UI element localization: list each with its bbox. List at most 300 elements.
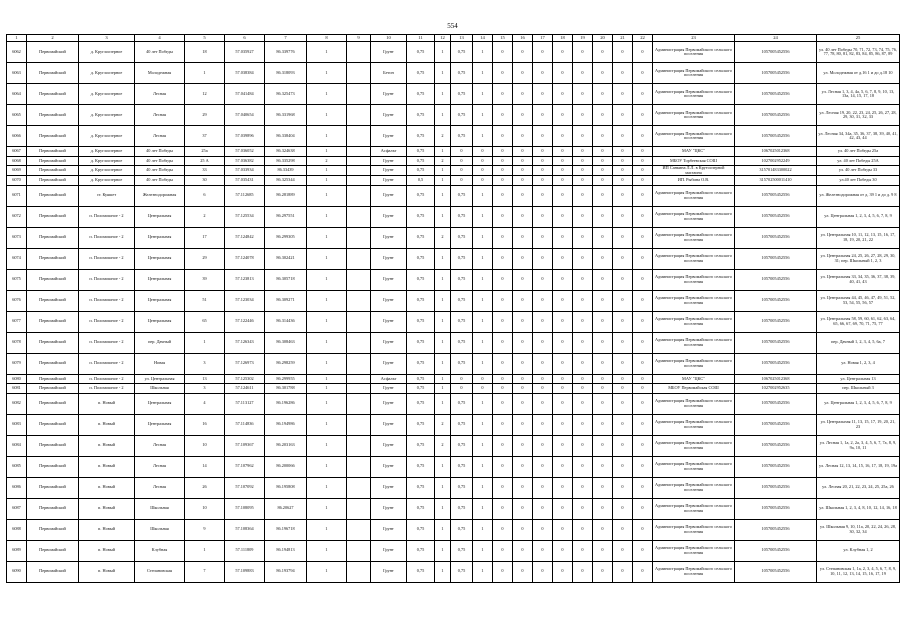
table-cell: 0 <box>533 227 553 248</box>
table-cell <box>347 332 371 353</box>
table-cell: 0 <box>513 166 533 176</box>
table-cell: 0 <box>593 176 613 186</box>
table-cell: 0 <box>513 206 533 227</box>
table-cell: 6086 <box>7 477 27 498</box>
table-cell: 0 <box>513 435 533 456</box>
table-cell: 57.112685 <box>225 185 265 206</box>
table-cell: 0 <box>593 63 613 84</box>
table-cell: 0 <box>533 156 553 166</box>
table-cell <box>347 185 371 206</box>
table-cell: д. Круглоозерное <box>79 84 135 105</box>
table-cell: 1 <box>435 456 451 477</box>
table-cell: 1 <box>435 105 451 126</box>
table-cell: 65 <box>185 311 225 332</box>
table-cell: 1 <box>473 311 493 332</box>
table-cell: 0 <box>533 498 553 519</box>
table-cell: 2 <box>185 206 225 227</box>
table-cell: Первомайский <box>27 498 79 519</box>
table-cell: 6072 <box>7 206 27 227</box>
table-cell: 40 лет Победы <box>135 166 185 176</box>
table-cell: 0 <box>593 519 613 540</box>
table-cell: Лесная <box>135 477 185 498</box>
table-cell: 6082 <box>7 393 27 414</box>
table-cell: ул. Центральная 10, 11, 12, 13, 15, 16, 17, 18, 19, 20, 21, 22 <box>817 227 900 248</box>
table-cell: п. Новый <box>79 456 135 477</box>
table-cell: 7 <box>185 561 225 582</box>
table-cell: 1 <box>473 353 493 374</box>
table-cell: 1 <box>307 384 347 394</box>
table-cell: 0 <box>593 435 613 456</box>
table-cell: 0 <box>553 353 573 374</box>
table-cell: Первомайский <box>27 269 79 290</box>
table-cell: 1067025012368 <box>735 374 817 384</box>
column-header: 1 <box>7 35 27 42</box>
table-cell: 1 <box>473 332 493 353</box>
table-cell: 51 <box>185 290 225 311</box>
table-cell: 0,75 <box>407 393 435 414</box>
table-cell: 86.298259 <box>265 353 307 374</box>
table-cell: Грунт <box>371 435 407 456</box>
table-cell: ул. Центральная 1, 2, 3, 4, 5, 6, 7, 8, 9 <box>817 206 900 227</box>
table-cell: 0,75 <box>407 185 435 206</box>
column-header: 11 <box>407 35 435 42</box>
table-cell: Молодежная <box>135 63 185 84</box>
table-cell: 0 <box>493 248 513 269</box>
table-cell: 0 <box>613 353 633 374</box>
table-cell: Первомайский <box>27 519 79 540</box>
table-row <box>7 477 900 498</box>
table-cell: 0 <box>553 126 573 147</box>
table-cell: 12 <box>185 84 225 105</box>
table-cell: 0 <box>513 63 533 84</box>
table-cell: 0 <box>613 206 633 227</box>
table-cell: 0 <box>533 519 553 540</box>
table-cell: 0 <box>513 332 533 353</box>
table-cell: 0 <box>553 540 573 561</box>
table-cell: 57.040654 <box>225 105 265 126</box>
table-cell: Первомайский <box>27 227 79 248</box>
table-cell: д. Круглоозерное <box>79 166 135 176</box>
table-cell: 40 лет Победы <box>135 147 185 157</box>
column-header: 24 <box>735 35 817 42</box>
table-cell: 0,75 <box>407 156 435 166</box>
table-row <box>7 176 900 186</box>
table-cell: 1 <box>435 84 451 105</box>
table-cell: 0 <box>451 384 473 394</box>
table-cell <box>347 393 371 414</box>
table-cell: 0 <box>553 185 573 206</box>
table-cell: ул. 40 лет Победы 25а <box>817 147 900 157</box>
table-cell: 0 <box>573 269 593 290</box>
table-cell: д. Круглоозерное <box>79 63 135 84</box>
table-cell <box>347 384 371 394</box>
table-cell: 0 <box>593 269 613 290</box>
table-row <box>7 42 900 63</box>
table-cell: 0 <box>593 498 613 519</box>
table-cell: 1 <box>473 105 493 126</box>
table-cell: 86.308463 <box>265 332 307 353</box>
table-cell: 0 <box>613 269 633 290</box>
table-cell: 6076 <box>7 290 27 311</box>
table-cell: 0 <box>573 540 593 561</box>
table-cell: 0 <box>553 269 573 290</box>
table-cell: 1057005452556 <box>735 477 817 498</box>
table-cell: Первомайский <box>27 147 79 157</box>
table-cell: 1057005452556 <box>735 248 817 269</box>
table-cell: Первомайский <box>27 374 79 384</box>
table-cell: 2 <box>435 414 451 435</box>
table-cell: 0 <box>613 393 633 414</box>
table-cell: 0 <box>493 227 513 248</box>
table-cell: 0,75 <box>451 248 473 269</box>
table-cell: Грунт <box>371 227 407 248</box>
table-cell: Первомайский <box>27 176 79 186</box>
column-header: 19 <box>573 35 593 42</box>
table-cell: 1 <box>435 248 451 269</box>
table-cell: 1 <box>307 147 347 157</box>
table-cell: 0,75 <box>407 84 435 105</box>
table-cell: Грунт <box>371 393 407 414</box>
table-cell: 0 <box>633 105 653 126</box>
table-cell: 86.195808 <box>265 477 307 498</box>
table-cell: 0,75 <box>451 42 473 63</box>
table-cell: 0 <box>613 519 633 540</box>
table-cell: 0,75 <box>407 248 435 269</box>
table-cell: 0 <box>573 393 593 414</box>
table-cell: 0 <box>593 374 613 384</box>
table-cell: 0 <box>613 248 633 269</box>
table-cell: Администрация Первомайского сельского поселения <box>653 290 735 311</box>
table-cell: МБОУ Торбеевская СОШ <box>653 156 735 166</box>
table-cell <box>347 561 371 582</box>
table-cell: 6087 <box>7 498 27 519</box>
table-cell: 0,75 <box>407 147 435 157</box>
table-cell: 1 <box>307 561 347 582</box>
table-cell: 6088 <box>7 519 27 540</box>
table-cell: Центральная <box>135 393 185 414</box>
table-row <box>7 166 900 176</box>
table-cell: 6075 <box>7 269 27 290</box>
table-cell: 0,75 <box>451 311 473 332</box>
table-cell: Центральная <box>135 414 185 435</box>
table-cell: 0 <box>533 126 553 147</box>
table-cell: 1 <box>473 248 493 269</box>
table-cell: 1 <box>435 540 451 561</box>
table-cell: 0 <box>633 126 653 147</box>
table-cell: 1 <box>435 393 451 414</box>
table-cell: 1 <box>435 176 451 186</box>
table-cell: Администрация Первомайского сельского поселения <box>653 105 735 126</box>
table-cell: п. Поломошное - 2 <box>79 384 135 394</box>
table-cell: 57.126343 <box>225 332 265 353</box>
table-cell: 57.039896 <box>225 126 265 147</box>
table-cell: 0,75 <box>407 126 435 147</box>
table-cell: 0 <box>633 269 653 290</box>
table-cell: 0 <box>451 176 473 186</box>
table-cell: Грунт <box>371 156 407 166</box>
table-cell: 57.124078 <box>225 248 265 269</box>
table-cell: 10 <box>185 498 225 519</box>
table-cell: 0 <box>633 42 653 63</box>
table-cell: 29 <box>185 248 225 269</box>
table-cell: 0 <box>593 185 613 206</box>
table-cell: 0 <box>553 456 573 477</box>
table-cell: 1 <box>473 435 493 456</box>
table-cell: 0 <box>573 206 593 227</box>
table-cell: п. Поломошное - 2 <box>79 332 135 353</box>
table-cell: Первомайский <box>27 84 79 105</box>
table-cell: 0 <box>553 477 573 498</box>
table-cell: 6080 <box>7 374 27 384</box>
table-cell: 0 <box>633 353 653 374</box>
table-cell: 57.111809 <box>225 540 265 561</box>
table-cell: 1 <box>307 311 347 332</box>
table-cell: Грунт <box>371 105 407 126</box>
table-cell: 0,75 <box>451 290 473 311</box>
table-cell: 0 <box>633 540 653 561</box>
table-cell: 0 <box>493 84 513 105</box>
table-cell: 1 <box>307 477 347 498</box>
table-cell: 0 <box>513 519 533 540</box>
table-cell: 0 <box>633 374 653 384</box>
table-cell: ул. Центральная 13 <box>817 374 900 384</box>
table-cell: 0 <box>613 166 633 176</box>
table-cell: ул. Клубная 1, 2 <box>817 540 900 561</box>
table-cell: 0 <box>533 147 553 157</box>
table-cell: 0 <box>613 311 633 332</box>
table-cell: 0 <box>533 374 553 384</box>
table-cell: 0,75 <box>407 63 435 84</box>
table-cell: 57.125302 <box>225 374 265 384</box>
table-row <box>7 227 900 248</box>
table-cell: 1 <box>307 290 347 311</box>
table-cell: Первомайский <box>27 414 79 435</box>
table-cell: 86.335298 <box>265 156 307 166</box>
table-cell: 0,75 <box>407 561 435 582</box>
table-cell: 0 <box>493 498 513 519</box>
table-cell: 6067 <box>7 147 27 157</box>
table-cell: 0 <box>593 290 613 311</box>
table-cell: 0 <box>533 63 553 84</box>
table-cell: 0,75 <box>407 540 435 561</box>
table-cell: 0 <box>533 456 553 477</box>
table-cell: МАУ "ЦКС" <box>653 147 735 157</box>
table-cell: 0 <box>553 290 573 311</box>
table-cell: 0 <box>553 519 573 540</box>
table-cell: ул. Молодежная от д.16 1 и до д.18 10 <box>817 63 900 84</box>
table-cell: 0 <box>553 374 573 384</box>
table-cell <box>347 540 371 561</box>
table-cell: 0 <box>613 227 633 248</box>
table-cell <box>347 248 371 269</box>
table-cell: 1 <box>307 332 347 353</box>
table-cell: 0 <box>573 248 593 269</box>
table-cell: 0 <box>633 393 653 414</box>
table-cell: Первомайский <box>27 105 79 126</box>
table-cell: Первомайский <box>27 166 79 176</box>
table-cell: Администрация Первомайского сельского поселения <box>653 84 735 105</box>
table-cell: 1 <box>473 126 493 147</box>
table-cell: 0,75 <box>407 269 435 290</box>
table-cell <box>347 63 371 84</box>
table-cell: 0 <box>451 147 473 157</box>
table-cell: 0,75 <box>407 384 435 394</box>
table-cell: 25 А <box>185 156 225 166</box>
table-cell: 0 <box>553 393 573 414</box>
table-cell: 0 <box>553 227 573 248</box>
table-cell: 0 <box>553 105 573 126</box>
table-cell: 0 <box>493 176 513 186</box>
table-cell: 0 <box>513 42 533 63</box>
table-cell: 0 <box>613 561 633 582</box>
table-cell: 0 <box>633 176 653 186</box>
table-cell: п. Поломошное - 2 <box>79 227 135 248</box>
column-header: 18 <box>553 35 573 42</box>
table-cell <box>347 353 371 374</box>
table-cell: 0 <box>593 414 613 435</box>
table-cell: 1 <box>473 477 493 498</box>
table-cell: 0 <box>513 176 533 186</box>
table-cell: 1 <box>435 498 451 519</box>
table-cell: 0 <box>533 84 553 105</box>
table-cell: 1057005452556 <box>735 311 817 332</box>
page-number: 554 <box>447 22 458 30</box>
table-cell: 9 <box>185 519 225 540</box>
table-cell: 57.041484 <box>225 84 265 105</box>
table-cell: 0 <box>493 185 513 206</box>
table-cell: 1 <box>307 540 347 561</box>
table-cell: 6070 <box>7 176 27 186</box>
table-cell: 0 <box>451 156 473 166</box>
table-cell: 0 <box>493 206 513 227</box>
table-cell: 57.035431 <box>225 176 265 186</box>
table-cell: 1 <box>185 540 225 561</box>
table-cell: 3 <box>185 384 225 394</box>
table-row <box>7 393 900 414</box>
table-cell: 57.107092 <box>225 477 265 498</box>
table-cell: 0 <box>573 176 593 186</box>
table-cell: 1 <box>473 498 493 519</box>
table-cell: 0 <box>493 384 513 394</box>
table-cell: Лесная <box>135 126 185 147</box>
table-cell: 1 <box>473 42 493 63</box>
table-cell: 315702500011410 <box>735 176 817 186</box>
table-cell: 0 <box>493 435 513 456</box>
table-cell: 0 <box>533 353 553 374</box>
table-cell: ул. Лесная 1, 3, 4, 4а, 5, 6, 7, 8, 9, 10, 13, 13а, 14, 15, 17, 18 <box>817 84 900 105</box>
table-cell <box>347 227 371 248</box>
table-cell: Грунт <box>371 414 407 435</box>
table-cell: 0,75 <box>451 477 473 498</box>
table-cell: 0 <box>553 206 573 227</box>
table-cell: 0 <box>553 166 573 176</box>
table-cell <box>347 374 371 384</box>
table-cell: ул. Лесная 34, 34а, 35, 36, 37, 38, 39, 40, 41, 42, 43, 44 <box>817 126 900 147</box>
table-cell: 0,75 <box>407 477 435 498</box>
table-cell: 0 <box>573 384 593 394</box>
table-cell: 0 <box>493 561 513 582</box>
table-cell: Администрация Первомайского сельского поселения <box>653 248 735 269</box>
table-cell: 86.203163 <box>265 435 307 456</box>
table-cell: 0 <box>613 414 633 435</box>
table-cell: 1 <box>473 227 493 248</box>
table-cell: 0 <box>473 384 493 394</box>
table-cell: 0 <box>613 435 633 456</box>
table-cell: 1 <box>473 561 493 582</box>
table-cell: Лесная <box>135 105 185 126</box>
table-cell: пер. Школьный 3 <box>817 384 900 394</box>
table-cell <box>347 311 371 332</box>
table-cell: 57.035927 <box>225 42 265 63</box>
table-cell: 1 <box>185 332 225 353</box>
table-cell: 1 <box>435 166 451 176</box>
table-cell: 0 <box>593 147 613 157</box>
table-cell <box>347 456 371 477</box>
table-cell: 1 <box>307 176 347 186</box>
column-header: 25 <box>817 35 900 42</box>
table-cell: Первомайский <box>27 311 79 332</box>
table-cell: 0 <box>593 311 613 332</box>
table-cell: 1 <box>307 519 347 540</box>
table-cell: 0 <box>493 290 513 311</box>
table-cell: 0,75 <box>451 456 473 477</box>
table-cell: Грунт <box>371 42 407 63</box>
table-cell: Новая <box>135 353 185 374</box>
table-cell <box>347 435 371 456</box>
table-cell: 1 <box>307 393 347 414</box>
table-cell: 1057005452556 <box>735 126 817 147</box>
table-cell: 0,75 <box>451 561 473 582</box>
table-cell: 0 <box>533 166 553 176</box>
column-header: 7 <box>265 35 307 42</box>
table-cell: 86.196286 <box>265 393 307 414</box>
table-cell: Грунт <box>371 384 407 394</box>
table-cell: 0 <box>553 498 573 519</box>
table-cell: 57.107962 <box>225 456 265 477</box>
table-cell: 0 <box>513 498 533 519</box>
column-header: 9 <box>347 35 371 42</box>
table-cell: 0 <box>493 332 513 353</box>
table-cell: ул. 40 лет Победы 70, 71, 72, 73, 74, 75, 76, 77, 78, 80, 81, 82, 83, 84, 85, 86, 87, 89 <box>817 42 900 63</box>
table-cell: Администрация Первомайского сельского поселения <box>653 393 735 414</box>
table-cell: 37 <box>185 126 225 147</box>
table-cell: 86.318093 <box>265 63 307 84</box>
table-cell: 1057005452556 <box>735 185 817 206</box>
table-cell: 0 <box>553 332 573 353</box>
table-cell: 17 <box>185 227 225 248</box>
table-cell: 0,5 <box>407 176 435 186</box>
table-cell <box>347 166 371 176</box>
table-cell: Грунт <box>371 311 407 332</box>
table-cell <box>347 477 371 498</box>
table-cell: 1 <box>307 166 347 176</box>
table-cell <box>347 156 371 166</box>
table-cell: 10 <box>185 435 225 456</box>
table-cell: 0,75 <box>451 185 473 206</box>
table-cell: 0 <box>493 456 513 477</box>
table-cell: 1057005452556 <box>735 435 817 456</box>
table-row <box>7 126 900 147</box>
table-cell <box>347 290 371 311</box>
table-cell: 0 <box>513 105 533 126</box>
column-header: 5 <box>185 35 225 42</box>
table-cell: 4 <box>185 393 225 414</box>
table-cell: 0 <box>493 519 513 540</box>
table-cell: 2 <box>435 156 451 166</box>
table-cell: 1 <box>307 248 347 269</box>
table-cell: д. Круглоозерное <box>79 105 135 126</box>
table-cell: 86.194986 <box>265 414 307 435</box>
